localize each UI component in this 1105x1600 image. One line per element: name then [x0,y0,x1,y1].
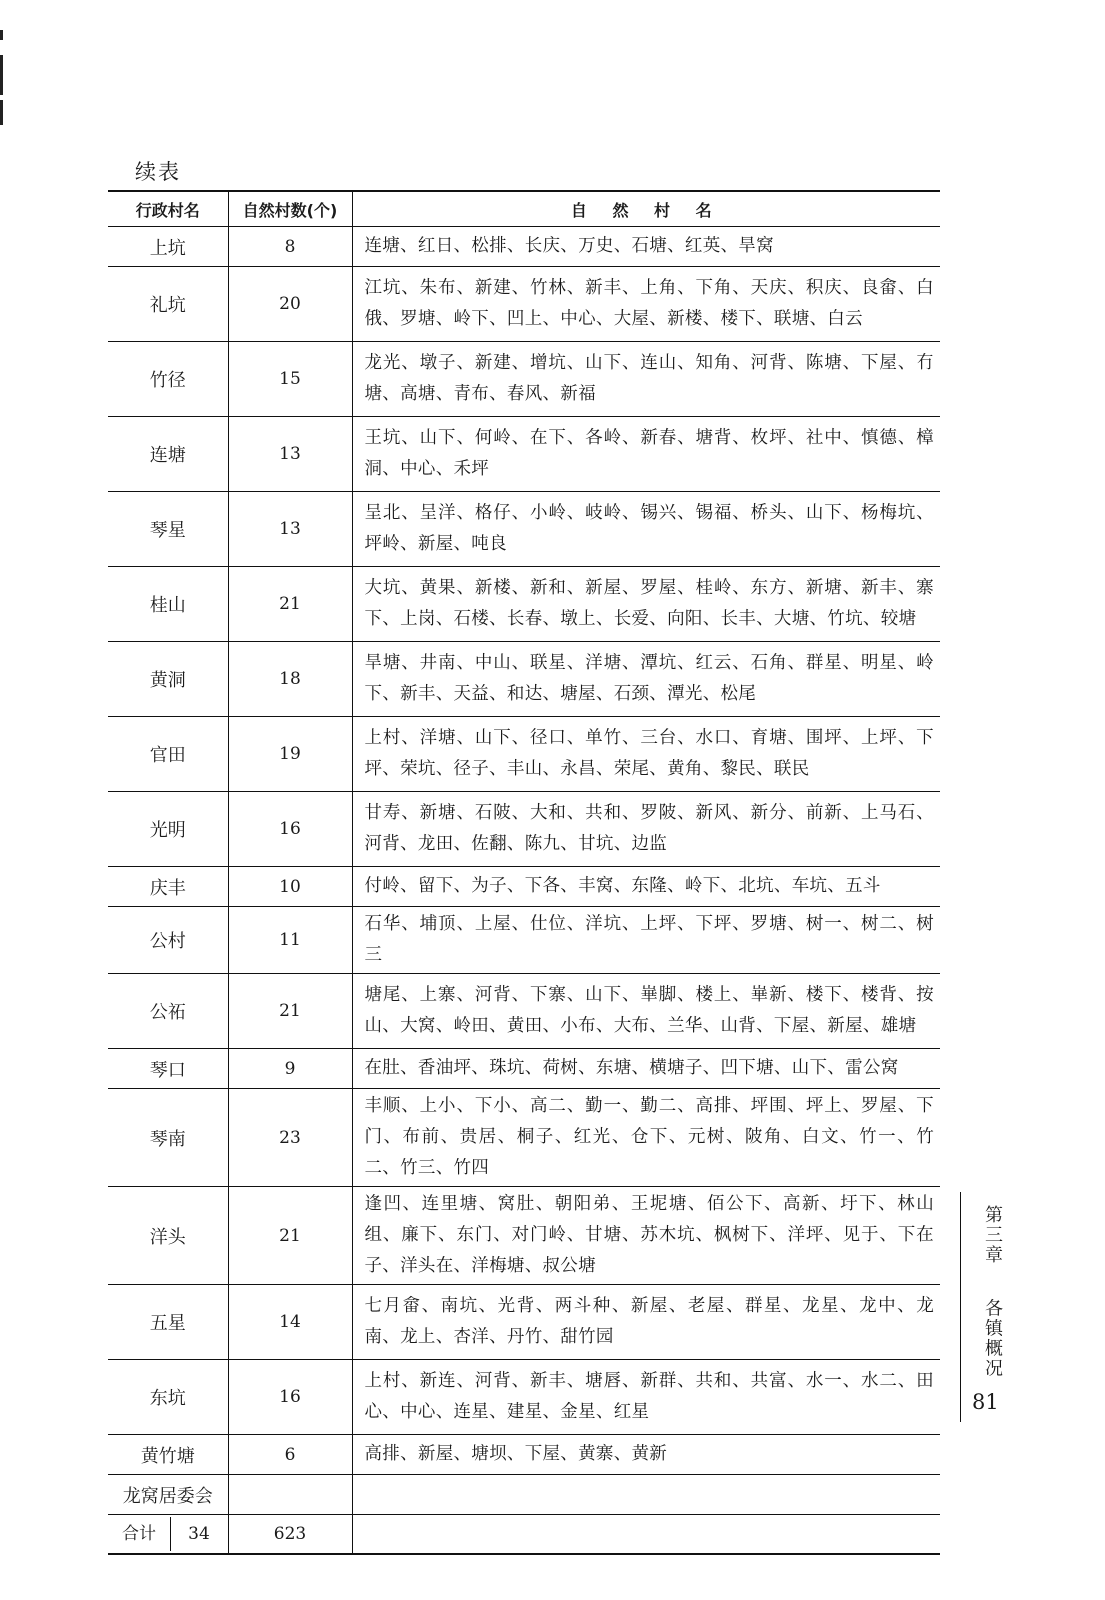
binding-mark [0,55,3,95]
total-names [352,1515,940,1555]
chapter-heading [975,1205,1003,1378]
admin-village-name: 庆丰 [108,867,228,907]
village-count: 23 [228,1089,352,1187]
natural-village-names: 甘寿、新塘、石陂、大和、共和、罗陂、新风、新分、前新、上马石、河背、龙田、佐翻、陈九、甘坑、边监 [352,792,940,867]
admin-village-name: 琴星 [108,492,228,567]
village-count: 13 [228,492,352,567]
table-row [108,1475,940,1515]
village-count: 19 [228,717,352,792]
natural-village-names: 大坑、黄果、新楼、新和、新屋、罗屋、桂岭、东方、新塘、新丰、寨下、上岗、石楼、长春、墩上、长爱、向阳、长丰、大塘、竹坑、较塘 [352,567,940,642]
table-row [108,1285,940,1360]
village-table [108,190,940,1555]
natural-village-names: 七月畲、南坑、光背、两斗种、新屋、老屋、群星、龙星、龙中、龙南、龙上、杏洋、丹竹、甜竹园 [352,1285,940,1360]
natural-village-names: 付岭、留下、为子、下各、丰窝、东隆、岭下、北坑、车坑、五斗 [352,867,940,907]
village-count: 6 [228,1435,352,1475]
total-count: 623 [228,1515,352,1555]
village-count: 21 [228,1187,352,1285]
natural-village-names: 连塘、红日、松排、长庆、万史、石塘、红英、旱窝 [352,227,940,267]
village-count: 15 [228,342,352,417]
village-count: 18 [228,642,352,717]
page-number: 81 [972,1390,999,1414]
chapter-title: 各镇概况 [982,1298,1003,1379]
table-row [108,717,940,792]
village-count: 13 [228,417,352,492]
total-cell [108,1515,228,1555]
admin-village-name: 上坑 [108,227,228,267]
table-row [108,342,940,417]
admin-village-name: 公祏 [108,974,228,1049]
admin-village-name: 官田 [108,717,228,792]
natural-village-names [352,1475,940,1515]
side-rule [960,1192,961,1422]
admin-village-name: 连塘 [108,417,228,492]
header-village-count: 自然村数(个) [228,191,352,227]
total-villages: 34 [188,1524,210,1544]
table-row [108,1360,940,1435]
table-row [108,417,940,492]
natural-village-names: 丰顺、上小、下小、高二、勤一、勤二、高排、坪围、坪上、罗屋、下门、布前、贵居、桐子、红光、仓下、元树、陂角、白文、竹一、竹二、竹三、竹四 [352,1089,940,1187]
admin-village-name: 龙窝居委会 [108,1475,228,1515]
table-row [108,867,940,907]
table-row [108,974,940,1049]
header-natural-villages: 自 然 村 名 [352,191,940,227]
admin-village-name: 桂山 [108,567,228,642]
natural-village-names: 龙光、墩子、新建、增坑、山下、连山、知角、河背、陈塘、下屋、冇塘、高塘、青布、春风、新福 [352,342,940,417]
village-count: 11 [228,907,352,974]
admin-village-name: 礼坑 [108,267,228,342]
table-row [108,227,940,267]
table-row [108,1187,940,1285]
total-row [108,1515,940,1555]
village-count: 9 [228,1049,352,1089]
natural-village-names: 上村、新连、河背、新丰、塘唇、新群、共和、共富、水一、水二、田心、中心、连星、建星、金星、红星 [352,1360,940,1435]
village-count [228,1475,352,1515]
table-row [108,492,940,567]
village-count: 10 [228,867,352,907]
admin-village-name: 洋头 [108,1187,228,1285]
total-label: 合计 [108,1517,171,1551]
header-admin-village: 行政村名 [108,191,228,227]
natural-village-names: 逢凹、连里塘、窝肚、朝阳弟、王坭塘、佰公下、高新、圩下、林山组、廉下、东门、对门岭、甘塘、苏木坑、枫树下、洋坪、见于、下在子、洋头在、洋梅塘、叔公塘 [352,1187,940,1285]
binding-mark [0,100,3,125]
admin-village-name: 光明 [108,792,228,867]
natural-village-names: 旱塘、井南、中山、联星、洋塘、潭坑、红云、石角、群星、明星、岭下、新丰、天益、和达、塘屋、石颈、潭光、松尾 [352,642,940,717]
continued-label: 续表 [135,160,181,184]
table-row [108,642,940,717]
village-count: 21 [228,974,352,1049]
admin-village-name: 黄竹塘 [108,1435,228,1475]
natural-village-names: 王坑、山下、何岭、在下、各岭、新春、塘背、枚坪、社中、慎德、樟洞、中心、禾坪 [352,417,940,492]
table-row [108,792,940,867]
natural-village-names: 在肚、香油坪、珠坑、荷树、东塘、横塘子、凹下塘、山下、雷公窝 [352,1049,940,1089]
natural-village-names: 塘尾、上寨、河背、下寨、山下、崋脚、楼上、崋新、楼下、楼背、按山、大窝、岭田、黄田、小布、大布、兰华、山背、下屋、新屋、雄塘 [352,974,940,1049]
admin-village-name: 琴口 [108,1049,228,1089]
admin-village-name: 竹径 [108,342,228,417]
chapter-number: 第三章 [982,1205,1003,1265]
table-row [108,1435,940,1475]
village-count: 8 [228,227,352,267]
natural-village-names: 上村、洋塘、山下、径口、单竹、三台、水口、育塘、围坪、上坪、下坪、荣坑、径子、丰山、永昌、荣尾、黄角、黎民、联民 [352,717,940,792]
village-count: 21 [228,567,352,642]
village-count: 14 [228,1285,352,1360]
natural-village-names: 呈北、呈洋、格仔、小岭、岐岭、锡兴、锡福、桥头、山下、杨梅坑、坪岭、新屋、吨良 [352,492,940,567]
table-header-row [108,191,940,227]
table-row [108,907,940,974]
village-count: 20 [228,267,352,342]
admin-village-name: 公村 [108,907,228,974]
natural-village-names: 江坑、朱布、新建、竹林、新丰、上角、下角、天庆、积庆、良畲、白俄、罗塘、岭下、凹上、中心、大屋、新楼、楼下、联塘、白云 [352,267,940,342]
natural-village-names: 高排、新屋、塘坝、下屋、黄寨、黄新 [352,1435,940,1475]
table-row [108,567,940,642]
admin-village-name: 五星 [108,1285,228,1360]
natural-village-names: 石华、埔顶、上屋、仕位、洋坑、上坪、下坪、罗塘、树一、树二、树三 [352,907,940,974]
binding-mark [0,30,3,40]
admin-village-name: 琴南 [108,1089,228,1187]
admin-village-name: 黄洞 [108,642,228,717]
table-row [108,1089,940,1187]
table-row [108,1049,940,1089]
admin-village-name: 东坑 [108,1360,228,1435]
village-count: 16 [228,1360,352,1435]
village-count: 16 [228,792,352,867]
table-row [108,267,940,342]
